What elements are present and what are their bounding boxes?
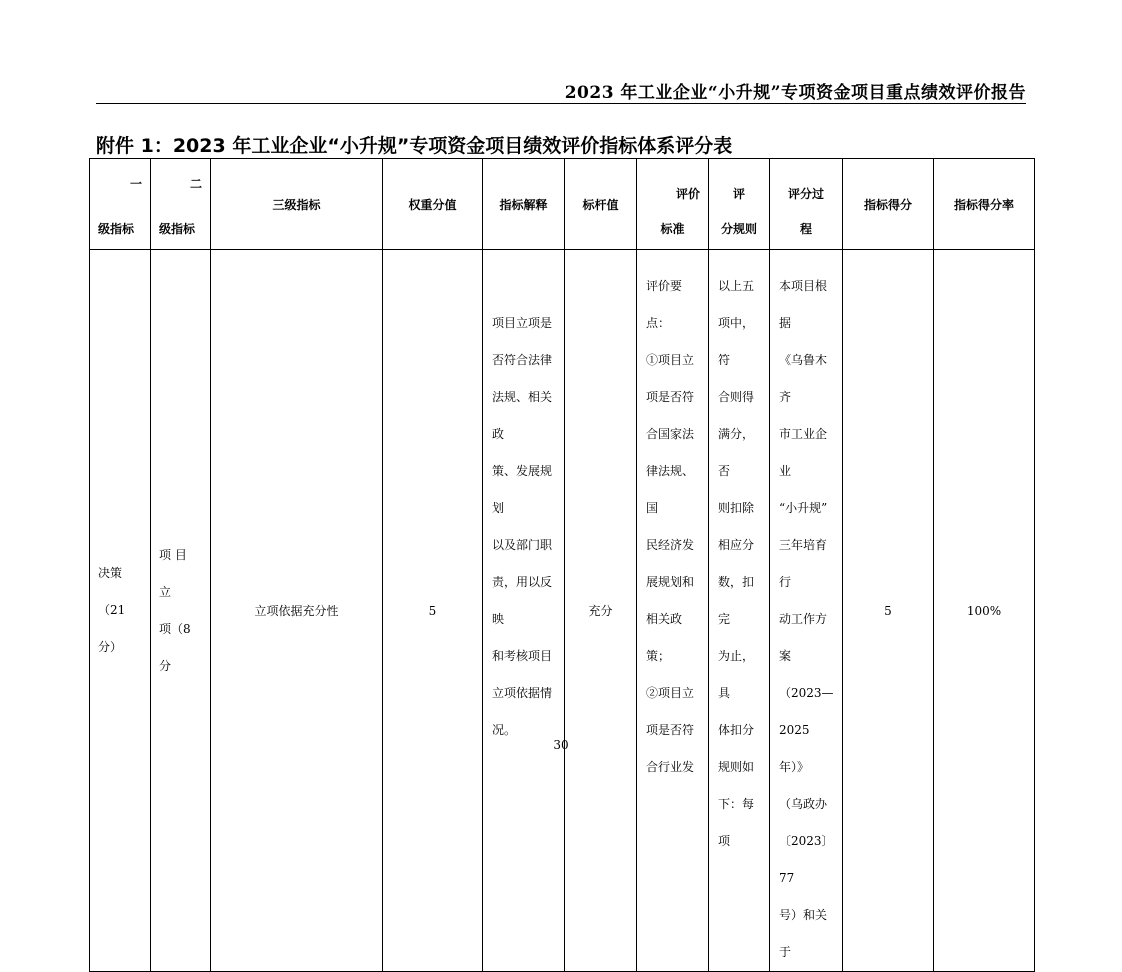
cell-text-line: 2025 年）》 [779,723,810,774]
cell-text-line: 项是否符 [646,723,695,737]
cell-text-line: 《乌鲁木齐 [779,353,828,404]
cell-text-line: 相关政策； [646,612,683,663]
cell-text-line: 以及部门职 [492,538,553,552]
col-process [770,159,843,250]
cell-explanation [483,250,565,972]
cell-process [770,250,843,972]
cell-text-line: 法规、相关政 [492,390,553,441]
cell-text-line: 分） [98,640,123,654]
col-process-bottom: 程 [799,222,812,236]
col-benchmark: 标杆值 [565,159,637,250]
cell-criteria [637,250,709,972]
col-rules-bottom: 分规则 [720,222,757,236]
cell-text-line: 民经济发 [646,538,695,552]
cell-text-line: ②项目立 [646,686,695,700]
cell-text-line: 满分，否 [718,427,755,478]
cell-text-line: 市工业企业 [779,427,828,478]
cell-text-line: （乌政办 [779,797,828,811]
cell-text-line: 立项依据情 [492,686,553,700]
col-process-top: 评分过 [787,187,824,201]
cell-text-line: 策、发展规划 [492,464,553,515]
cell-level2-lines [151,537,210,685]
col-level2-top: 二 [189,177,202,191]
cell-text-line: 以上五 [718,279,755,293]
cell-text-line: 否符合法律 [492,353,553,367]
col-level1-bottom: 级指标 [98,222,135,236]
cell-level1 [90,250,151,972]
cell-text-line: 项目立项是 [492,316,553,330]
table-header-row [90,159,1035,250]
cell-text-line: “小升规” [779,501,828,515]
cell-explanation-lines [483,250,564,749]
col-explanation: 指标解释 [483,159,565,250]
cell-text-line: 〔2023〕77 [779,834,834,885]
cell-text-line: 本项目根据 [779,279,828,330]
cell-text-line: 决策（21 [98,566,126,617]
col-level1-indicator [90,159,151,250]
cell-text-line: 规则如 [718,760,755,774]
cell-text-line: 况。 [492,723,517,737]
cell-text-line: 相应分 [718,538,755,552]
cell-weight: 5 [383,250,483,972]
cell-text-line: 合则得 [718,390,755,404]
header-divider [96,103,1026,104]
col-criteria-bottom: 标准 [660,222,685,236]
cell-text-line: 为止，具 [718,649,755,700]
cell-text-line: 责，用以反映 [492,575,553,626]
col-weight: 权重分值 [383,159,483,250]
cell-text-line: 数，扣完 [718,575,755,626]
cell-text-line: 项中，符 [718,316,755,367]
cell-text-line: 项是否符 [646,390,695,404]
cell-text-line: 则扣除 [718,501,755,515]
cell-text-line: ①项目立 [646,353,695,367]
cell-text-line: 动工作方案 [779,612,828,663]
cell-text-line: 项（8 分 [159,621,191,673]
cell-score: 5 [843,250,934,972]
cell-level3: 立项依据充分性 [211,250,383,972]
cell-score-rate: 100% [934,250,1035,972]
col-criteria [637,159,709,250]
col-level3-indicator: 三级指标 [211,159,383,250]
cell-level2 [151,250,211,972]
col-level2-indicator [151,159,211,250]
col-rules-top: 评 [732,187,745,201]
cell-text-line: 和考核项目 [492,649,553,663]
cell-text-line: 三年培育行 [779,538,828,589]
cell-text-line: 体扣分 [718,723,755,737]
cell-benchmark: 充分 [565,250,637,972]
cell-text-line: 号）和关于 [779,908,828,959]
cell-text-line: 下：每项 [718,797,755,848]
document-title: 附件 1：2023 年工业企业“小升规”专项资金项目绩效评价指标体系评分表 [96,135,733,157]
col-rules [709,159,770,250]
cell-text-line: 展规划和 [646,575,695,589]
col-score: 指标得分 [843,159,934,250]
cell-text-line: 评价要点： [646,279,683,330]
cell-text-line: 合国家法 [646,427,695,441]
page-number: 30 [553,738,569,752]
cell-text-line: （2023— [779,686,834,700]
evaluation-score-table [89,158,1035,972]
report-header: 2023 年工业企业“小升规”专项资金项目重点绩效评价报告 [564,83,1026,103]
cell-rules-lines [709,250,769,860]
cell-text-line: 项 目 立 [159,547,187,599]
col-level2-bottom: 级指标 [159,222,196,236]
cell-criteria-lines [637,250,708,786]
cell-rules [709,250,770,972]
cell-text-line: 律法规、国 [646,464,695,515]
col-score-rate: 指标得分率 [934,159,1035,250]
cell-level1-lines [90,555,150,666]
col-criteria-top: 评价 [675,187,700,201]
cell-text-line: 合行业发 [646,760,695,774]
col-level1-top: 一 [129,177,142,191]
table-row [90,250,1035,972]
cell-process-lines [770,250,842,971]
